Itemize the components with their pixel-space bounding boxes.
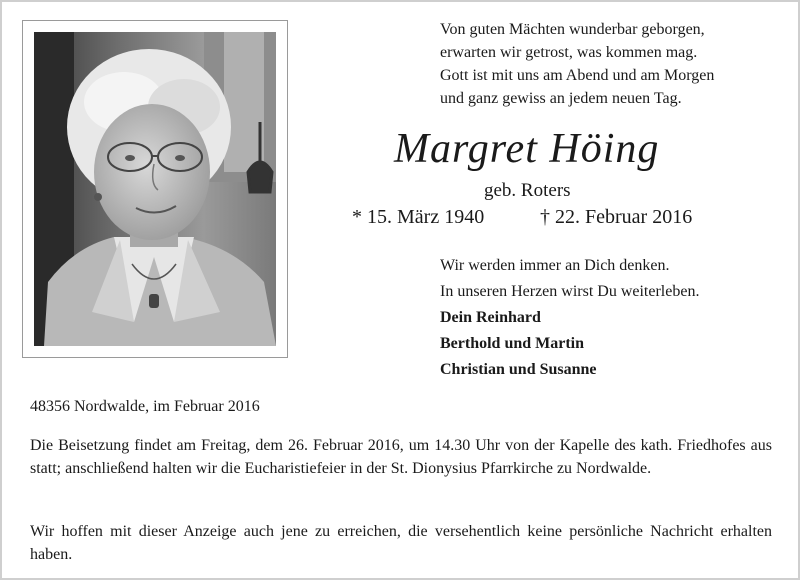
poem-line: und ganz gewiss an jedem neuen Tag.: [440, 90, 682, 107]
birth-date: * 15. März 1940: [352, 206, 485, 228]
remembrance-line: In unseren Herzen wirst Du weiterleben.: [440, 283, 700, 300]
signature-line: Dein Reinhard: [440, 309, 541, 326]
maiden-name: geb. Roters: [484, 180, 571, 201]
funeral-notice: Die Beisetzung findet am Freitag, dem 26. Februar 2016, um 14.30 Uhr von der Kapelle des kath. Friedhofes aus statt; anschließend halten wir die Eucharistiefeier in der St. Dionysius Pfarrkirche zu Nordwalde.: [30, 437, 772, 477]
deceased-name: Margret Höing: [394, 126, 660, 172]
poem-line: Von guten Mächten wunderbar geborgen,: [440, 21, 705, 38]
poem: [440, 18, 714, 110]
portrait-photo: [34, 32, 276, 346]
poem-line: Gott ist mit uns am Abend und am Morgen: [440, 67, 715, 84]
death-date: † 22. Februar 2016: [540, 206, 693, 228]
remembrance-line: Wir werden immer an Dich denken.: [440, 257, 670, 274]
closing-notice: Wir hoffen mit dieser Anzeige auch jene zu erreichen, die versehentlich keine persönliche Nachricht erhalten haben.: [30, 523, 772, 563]
signature-line: Berthold und Martin: [440, 335, 585, 352]
remembrance-text: [440, 253, 699, 383]
portrait-frame: [22, 20, 288, 358]
poem-line: erwarten wir getrost, was kommen mag.: [440, 44, 698, 61]
place-and-date: 48356 Nordwalde, im Februar 2016: [30, 398, 260, 415]
signature-line: Christian und Susanne: [440, 361, 597, 378]
